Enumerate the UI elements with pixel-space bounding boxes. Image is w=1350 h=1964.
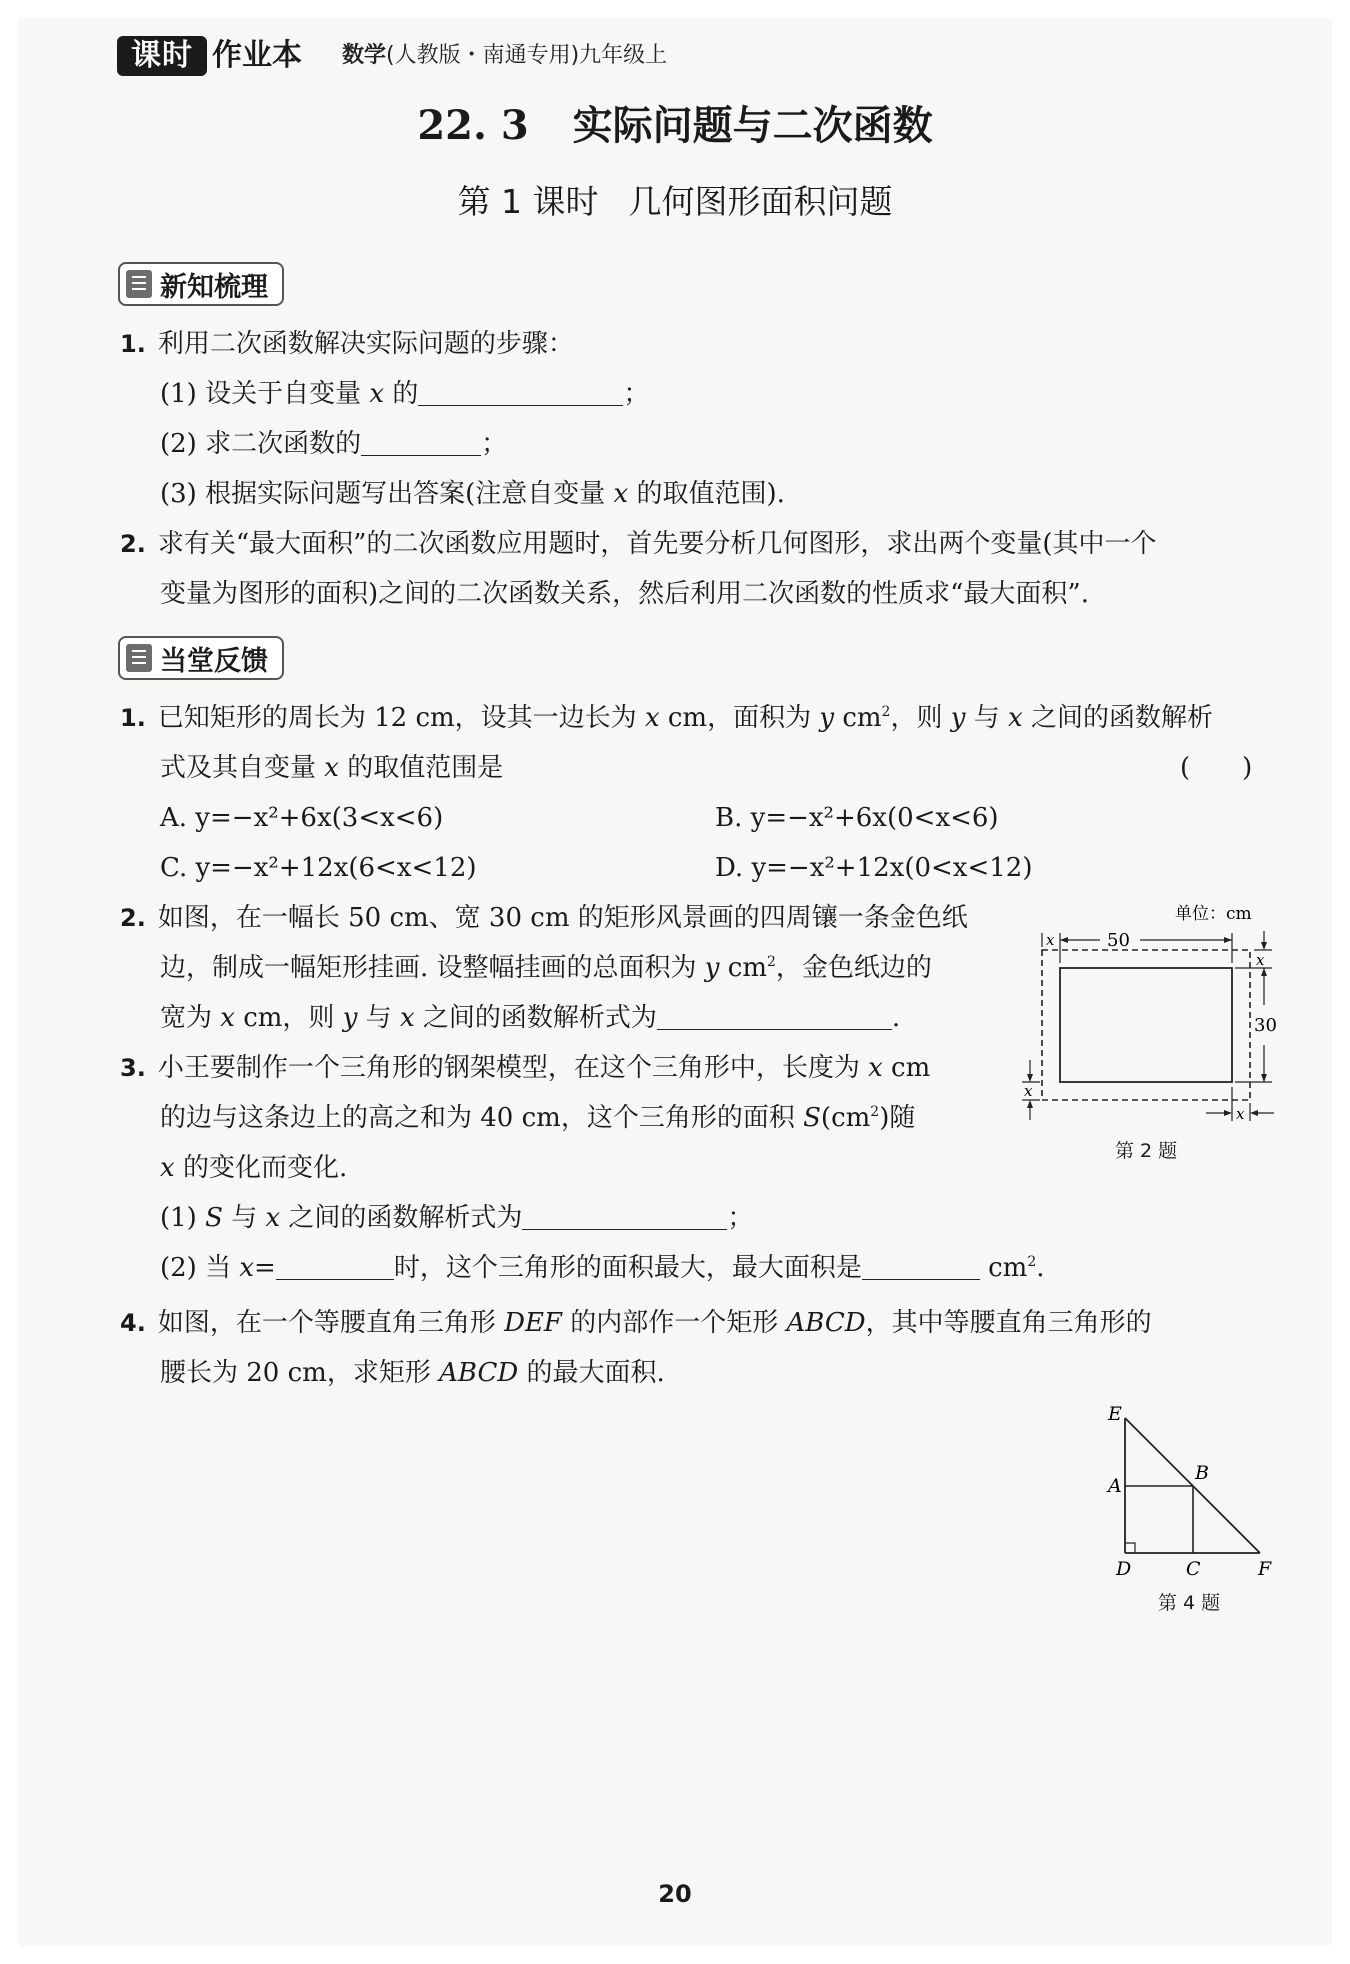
variable-x: x: [160, 1153, 175, 1183]
variable-x: x: [265, 1203, 281, 1233]
unit-text: (cm: [820, 1103, 871, 1133]
triangle-label: DEF: [504, 1308, 562, 1338]
step-text: ；: [623, 379, 650, 409]
answer-blank[interactable]: [276, 1251, 394, 1280]
variable-y: y: [704, 953, 720, 983]
question-text: 小王要制作一个三角形的钢架模型，在这个三角形中，长度为: [157, 1053, 860, 1083]
figure-2-caption: 第 2 题: [1115, 1140, 1178, 1162]
feedback-q2-line1: [120, 898, 968, 938]
superscript: 2: [881, 704, 891, 720]
point-b: B: [1195, 1462, 1209, 1484]
answer-parentheses[interactable]: ( ): [1180, 753, 1253, 783]
question-text: 利用二次函数解决实际问题的步骤：: [157, 329, 574, 359]
pencil-note-icon: [126, 644, 152, 672]
variable-x: x: [220, 1003, 235, 1033]
step-text: (1) 设关于自变量: [160, 379, 362, 409]
figure-2-x-left: x: [1024, 1082, 1033, 1100]
variable-x: x: [399, 1003, 415, 1033]
variable-x: x: [613, 479, 629, 509]
variable-y: y: [819, 703, 835, 733]
point-a: A: [1108, 1475, 1122, 1497]
unit-text: cm: [727, 953, 767, 983]
question-text: .: [1036, 1253, 1045, 1283]
notebook-icon: [126, 270, 152, 298]
section-number: 22. 3: [417, 102, 529, 149]
question-text: .: [891, 1003, 901, 1033]
step-text: ；: [481, 429, 508, 459]
lesson-title-text: 几何图形面积问题: [628, 182, 893, 221]
question-text: 之间的函数解析: [1030, 703, 1213, 733]
figure-4-caption: 第 4 题: [1158, 1592, 1221, 1614]
question-text: 如图，在一个等腰直角三角形: [157, 1308, 496, 1338]
figure-2-unit: 单位：cm: [1175, 904, 1252, 924]
feedback-q4-line2: [160, 1353, 665, 1393]
right-angle-mark: [1125, 1543, 1135, 1553]
feedback-q3-line2: [160, 1098, 915, 1138]
variable-x: x: [1008, 703, 1023, 733]
figure-2-length: 50: [1107, 930, 1130, 951]
question-text: 的最大面积.: [526, 1358, 665, 1388]
lesson-label: 第 1 课时: [457, 182, 599, 221]
question-text: (2) 当: [160, 1253, 232, 1283]
question-number: 1.: [120, 330, 146, 358]
question-number: 4.: [120, 1309, 146, 1337]
question-text: =: [254, 1253, 276, 1283]
feedback-q4-line1: [120, 1303, 1152, 1343]
question-text: ，金色纸边的: [775, 953, 932, 983]
question-text: 之间的函数解析式为: [288, 1203, 523, 1233]
subject-name: 数学: [342, 43, 387, 68]
option-b[interactable]: B. y=−x²+6x(0<x<6): [715, 803, 999, 833]
point-c: C: [1186, 1558, 1201, 1580]
question-text: 式及其自变量: [160, 753, 317, 783]
option-d[interactable]: D. y=−x²+12x(0<x<12): [715, 853, 1033, 883]
question-text: 时，这个三角形的面积最大，最大面积是: [393, 1253, 862, 1283]
knowledge-q2-line2: 变量为图形的面积)之间的二次函数关系，然后利用二次函数的性质求“最大面积”.: [160, 579, 1089, 609]
point-f: F: [1258, 1558, 1272, 1580]
question-text: cm，则: [243, 1003, 335, 1033]
question-number: 2.: [120, 530, 146, 558]
page-number: 20: [658, 1880, 692, 1908]
step-text: 的: [392, 379, 419, 409]
question-text: ，其中等腰直角三角形的: [865, 1308, 1152, 1338]
superscript: 2: [766, 954, 776, 970]
question-text: 宽为: [160, 1003, 213, 1033]
answer-blank[interactable]: [418, 377, 623, 406]
knowledge-step1: [160, 374, 649, 414]
rectangle-label: ABCD: [786, 1308, 866, 1338]
subject-line: [342, 41, 667, 71]
feedback-q1-line2: [160, 748, 503, 788]
variable-x: x: [369, 379, 385, 409]
question-text: 的内部作一个矩形: [570, 1308, 779, 1338]
superscript: 2: [870, 1104, 880, 1120]
question-text: 边，制成一幅矩形挂画. 设整幅挂画的总面积为: [160, 953, 697, 983]
figure-2-x-top: x: [1046, 931, 1055, 949]
question-text: 的边与这条边上的高之和为 40 cm，这个三角形的面积: [160, 1103, 795, 1133]
variable-x: x: [868, 1053, 883, 1083]
knowledge-q1: [120, 324, 574, 364]
brand-text: 作业本: [212, 38, 302, 73]
feedback-q3-line1: [120, 1048, 930, 1088]
variable-x: x: [644, 703, 660, 733]
option-c[interactable]: C. y=−x²+12x(6<x<12): [160, 853, 477, 883]
outer-frame: [1042, 950, 1250, 1100]
figure-2-x-right: x: [1256, 951, 1265, 969]
step-text: 的取值范围).: [636, 479, 785, 509]
question-text: 与: [231, 1203, 258, 1233]
feedback-q1-line1: [120, 698, 1213, 738]
question-text: 与: [973, 703, 1000, 733]
answer-blank[interactable]: [657, 1001, 892, 1030]
question-text: ，则: [890, 703, 943, 733]
badge-feedback-label: 当堂反馈: [160, 645, 268, 677]
answer-blank[interactable]: [862, 1251, 980, 1280]
variable-x: x: [324, 753, 339, 783]
rectangle-label: ABCD: [439, 1358, 519, 1388]
feedback-q3-sub1: [160, 1198, 753, 1238]
superscript: 2: [1027, 1254, 1037, 1270]
option-a[interactable]: A. y=−x²+6x(3<x<6): [160, 803, 444, 833]
variable-s: S: [803, 1103, 821, 1133]
section-title-text: 实际问题与二次函数: [572, 102, 933, 149]
figure-2-x-bottom: x: [1236, 1105, 1245, 1123]
feedback-q3-line3: [160, 1148, 347, 1188]
lesson-title: [0, 178, 1350, 226]
point-d: D: [1116, 1558, 1132, 1580]
question-text: 腰长为 20 cm，求矩形: [160, 1358, 431, 1388]
question-text: 如图，在一幅长 50 cm、宽 30 cm 的矩形风景画的四周镶一条金色纸: [157, 903, 968, 933]
feedback-q2-line3: [160, 998, 900, 1038]
question-text: ；: [727, 1203, 754, 1233]
question-number: 3.: [120, 1054, 146, 1082]
unit-text: cm: [988, 1253, 1028, 1283]
section-title: [0, 98, 1350, 154]
feedback-q3-sub2: [160, 1248, 1045, 1288]
figure-4-diagram: [1090, 1398, 1290, 1583]
answer-blank[interactable]: [361, 427, 481, 456]
question-number: 1.: [120, 704, 146, 732]
variable-y: y: [342, 1003, 358, 1033]
unit-text: cm: [891, 1053, 931, 1083]
question-text: 已知矩形的周长为 12 cm，设其一边长为: [157, 703, 637, 733]
step-text: (2) 求二次函数的: [160, 429, 362, 459]
point-e: E: [1108, 1403, 1122, 1425]
badge-new-knowledge: [118, 262, 284, 306]
variable-s: S: [205, 1203, 223, 1233]
knowledge-step2: [160, 424, 507, 464]
question-text: 与: [365, 1003, 392, 1033]
question-text: (1): [160, 1203, 197, 1233]
figure-2-diagram: [1010, 895, 1290, 1175]
feedback-q2-line2: [160, 948, 932, 988]
question-text: )随: [879, 1103, 916, 1133]
variable-x: x: [239, 1253, 255, 1283]
subject-edition: (人教版・南通专用)九年级上: [386, 43, 668, 68]
unit-text: cm: [842, 703, 882, 733]
question-number: 2.: [120, 904, 146, 932]
variable-y: y: [950, 703, 966, 733]
inner-painting: [1060, 968, 1232, 1082]
answer-blank[interactable]: [522, 1201, 727, 1230]
badge-new-knowledge-label: 新知梳理: [160, 271, 268, 303]
brand-logo: 课时: [117, 36, 207, 76]
question-text: 的取值范围是: [347, 753, 504, 783]
question-text: 之间的函数解析式为: [422, 1003, 657, 1033]
question-text: 求有关“最大面积”的二次函数应用题时，首先要分析几何图形，求出两个变量(其中一个: [157, 529, 1157, 559]
step-text: (3) 根据实际问题写出答案(注意自变量: [160, 479, 606, 509]
question-text: cm，面积为: [667, 703, 812, 733]
knowledge-q2-line1: [120, 524, 1157, 564]
knowledge-step3: [160, 474, 785, 514]
badge-feedback: [118, 636, 284, 680]
figure-2-width: 30: [1254, 1015, 1277, 1036]
question-text: 的变化而变化.: [182, 1153, 348, 1183]
